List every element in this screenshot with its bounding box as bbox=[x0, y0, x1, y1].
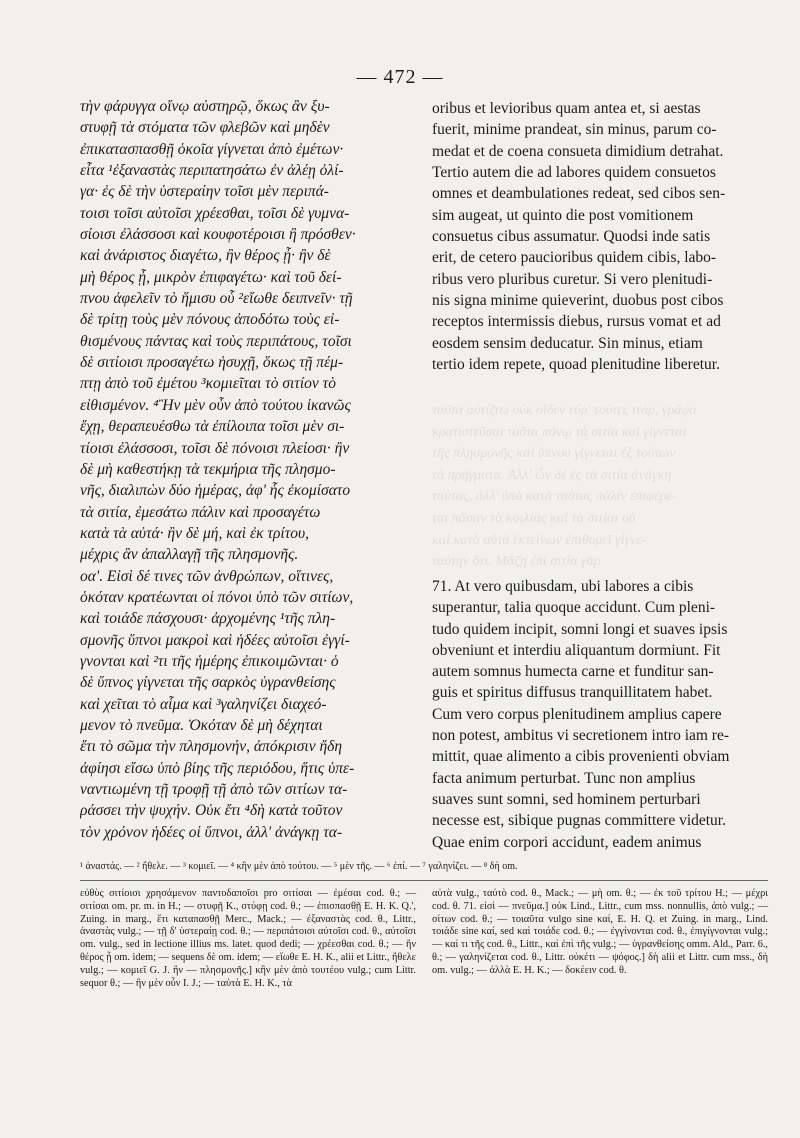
greek-text-line: δὲ σιτίοισι προσαγέτω ἡσυχῇ, ὅκως τῇ πέμ- bbox=[80, 354, 344, 372]
latin-text-line: omnes et deambulationes redeat, sed cibos sen- bbox=[432, 185, 726, 203]
footnote-markers: ¹ ἀναστάς. — ² ἤθελε. — ³ κομιεῖ. — ⁴ κἢν μὲν ἀπὸ τούτου. — ⁵ μὲν τῆς. — ⁶ ἐπί. — ⁷ γαληνίζει. — ⁸ δὴ om. bbox=[80, 861, 518, 872]
latin-text-line: tertio idem repete, quoad plenitudine liberetur. bbox=[432, 356, 720, 374]
latin-text-line: guis et spiritus diffusus tranquillitatem habet. bbox=[432, 684, 713, 702]
latin-text-line: fuerit, minime prandeat, sin minus, parum co- bbox=[432, 121, 717, 139]
greek-text-line: στυφῇ τὰ στόματα τῶν φλεβῶν καὶ μηδὲν bbox=[80, 119, 330, 137]
greek-text-line: ράσσει τὴν ψυχήν. Οὐκ ἔτι ⁴δὴ κατὰ τοῦτον bbox=[80, 802, 343, 820]
greek-text-line: πνου ἀφελεῖν τὸ ἥμισυ οὗ ²εἴωθε δειπνεῖν· τῇ bbox=[80, 290, 353, 308]
greek-text-line: δὲ μὴ καθεστήκῃ τὰ τεκμήρια τῆς πλησμο- bbox=[80, 460, 336, 478]
greek-text-line: νῆς, διαλιπὼν δύο ἡμέρας, ἀφ' ἧς ἐκομίσατο bbox=[80, 482, 351, 500]
latin-text-line: autem somnus humecta carne et funditur san- bbox=[432, 663, 714, 681]
greek-text-line: ἔχῃ, θεραπευέσθω τὰ ἐπίλοιπα τοῖσι μὲν σι- bbox=[80, 418, 345, 436]
latin-text-line: oribus et levioribus quam antea et, si aestas bbox=[432, 100, 701, 117]
latin-text-line: Cum vero corpus plenitudinem amplius capere bbox=[432, 705, 722, 723]
greek-text-line: ἀφίησι εἴσω ὑπὸ βίης τῆς περιόδου, ἥτις ὑπε- bbox=[80, 759, 355, 777]
greek-text-line: κατὰ τὰ αὐτά· ἢν δὲ μή, καὶ ἐκ τρίτου, bbox=[80, 524, 309, 542]
greek-text-line: μενον τὸ πνεῦμα. Ὁκόταν δὲ μὴ δέχηται bbox=[80, 716, 323, 734]
variant-readings-left: εὐθὺς σιτίοισι χρησάμενον παντοδαποῖσι pro σιτίσαι — ἐμέσαι cod. θ.; — σιτίσαι om. pr. m. in H.; — στυφῇ K., στύφῃ cod. θ.; — ἐπισπασθῇ E. H. K. Q.', Zuing. in marg., ἔτι καταπασθῇ Merc., Mack.; — ἐξαναστὰς cod. θ., Littr., ἀναστὰς vulg.; — τῇ δ' ὑστεραίῃ cod. θ.; — περιπάτοισι αὐτοῖσι cod. θ., αὐτοῖσι om. vulg., sed in lectione illius ms. latet. quod dedi; — χρέεσθαι cod. θ.; — ἢν θέρος ᾖ om. idem; — sequens δὲ om. idem; — εἴωθε E. H. K., alii et Littr., ἤθελε vulg.; — κομιεῖ G. J. ἢν — πλησμονῆς.] κἢν μὲν ἀπὸ τουτέου vulg.; cum Littr. sequor θ.; — ἢν μὲν οὖν I. J.; — ταὐτὰ E. H. K., τὰ bbox=[80, 888, 416, 989]
greek-text-line: καὶ ἀνάριστος διαγέτω, ἢν θέρος ᾖ· ἢν δὲ bbox=[80, 247, 331, 265]
latin-text-line: erit, de cetero paucioribus quidem cibis, labo- bbox=[432, 249, 717, 267]
greek-text-column bbox=[80, 96, 430, 843]
greek-text-line: μέχρις ἂν ἀπαλλαγῇ τῆς πλησμονῆς. bbox=[80, 546, 299, 564]
greek-text-line: τὰ σιτία, ἐμεσάτω πάλιν καὶ προσαγέτω bbox=[80, 503, 321, 521]
greek-text-line: τὸν χρόνον ἡδέες οἱ ὕπνοι, ἀλλ' ἀνάγκῃ τα- bbox=[80, 823, 343, 841]
greek-text-line: ναντιωμένη τῇ τροφῇ τῇ ἀπὸ τῶν σιτίων τα- bbox=[80, 781, 348, 798]
greek-text-line: τὴν φάρυγγα οἴνῳ αὐστηρῷ, ὅκως ἂν ξυ- bbox=[80, 98, 330, 115]
latin-text-line: non potest, ambitus vi secretionem intro iam re- bbox=[432, 727, 730, 745]
greek-text-line: σίοισι ἐλάσσοσι καὶ κουφοτέροισι ἢ πρόσθεν· bbox=[80, 226, 356, 244]
latin-text-line: ribus vero pluribus curetur. Si vero plenitudi- bbox=[432, 270, 713, 288]
page-number: — 472 — bbox=[356, 66, 444, 88]
latin-text-line: tudo quidem incipit, somni longi et suaves ipsis bbox=[432, 620, 728, 638]
latin-text-line: nis signa minime quieverint, duobus post cibos bbox=[432, 292, 724, 310]
greek-text-line: πτῃ ἀπὸ τοῦ ἐμέτου ³κομιεῖται τὸ σιτίον τὸ bbox=[80, 375, 336, 393]
latin-text-line: facta animum perturbat. Tunc non amplius bbox=[432, 769, 696, 787]
latin-text-line: consuetus cibus assumatur. Quodsi inde satis bbox=[432, 228, 711, 246]
greek-text-line: σμονῆς ὕπνοι μακροὶ καὶ ἡδέες αὐτοῖσι ἐγγί- bbox=[80, 631, 350, 649]
greek-text-line: καὶ τοιάδε πάσχουσι· ἀρχομένης ¹τῆς πλη- bbox=[80, 610, 336, 628]
latin-text-line: eosdem sensim deducatur. Sin minus, etiam bbox=[432, 334, 703, 352]
greek-text-line: θισμένους πάντας καὶ τοὺς περιπάτους, τοῖσι bbox=[80, 332, 352, 350]
greek-text-line: δὲ τρίτῃ τοὺς μὲν πόνους ἀποδότω τοὺς εἰ- bbox=[80, 311, 340, 329]
greek-text-line: εἶτα ¹ἐξαναστὰς περιπατησάτω ἐν ἀλέῃ ὀλί- bbox=[80, 162, 344, 180]
latin-text-line: sim augeat, ut quinto die post vomitionem bbox=[432, 206, 694, 224]
greek-text-line: γα· ἐς δὲ τὴν ὑστεραίην τοῖσι μὲν περιπά- bbox=[80, 183, 329, 201]
greek-text-line: γνονται καὶ ²τι τῆς ἡμέρης ἐπικοιμῶνται· ὁ bbox=[80, 652, 339, 670]
greek-text-line: εἰθισμένον. ⁴Ἢν μὲν οὖν ἀπὸ τούτου ἱκανῶς bbox=[80, 396, 351, 414]
latin-text-line: Quae enim corpori accidunt, eadem animus bbox=[432, 833, 702, 851]
latin-text-line: suaves sunt somni, sed hominem perturbari bbox=[432, 790, 701, 808]
variant-readings-right: αὐτὰ vulg., ταὐτὸ cod. θ., Mack.; — μὴ om. θ.; — ἐκ τοῦ τρίτου H.; — μέχρι cod. θ. 71. εἰσὶ — πνεῦμα.] οὐκ Lind., Littr., cum mss. nonnullis, ἀπὸ vulg.; — σίτων cod. θ.; — τοιαῦτα vulgo sine καί, E. H. Q. et Zuing. in marg., Lind. τοιάδε sine καί, sed καὶ τοιάδε cod. θ.; — ἐγγίνονται cod. θ., ἐπιγίγνονται vulg.; — καί τι τῆς cod. θ., Littr., καὶ ἐπὶ τῆς vulg.; — ὑγρανθείσης omm. Ald., Parr. 6., θ.; — γαληνίζεται cod. θ., Littr. οὐκέτι — ψόφος.] δὴ alii et Littr. cum mss., δὴ om. vulg.; — ἀλλὰ E. H. K.; — δοκέειν cod. θ. bbox=[432, 888, 768, 976]
bleed-through-shadow: ταῦτα αὐτίζτω οὐκ οἴδεν εὔρ' τούτες ιτάρ, γρᾶφα κρατιστεῦσαι ταῦτα πόνῳ τὰ σιτία καὶ γίγνεται τῆς πλησμονῆς καὶ ὕπνου γίγνεται ἐξ τούτων τὰ πρήγματα. Ἀλλ' ὧν δὲ ἐς τὰ σιτία ἀνάγκη ταύτας, ἀλλ' ὑπὸ κατὰ ταύτας πάλιν ἐπιφέρε- ται πᾶσαν τὰ κοιλίας καὶ τὰ σιτίαι οὐ καὶ κατὰ αὐτὰ ἐκτείνων ἐπιθυμεῖ γίγνε- ταύτην ὅτι. Μᾶζῃ ἐπὶ σιτία γὰρ bbox=[432, 403, 697, 570]
latin-text-line: mittit, quae alimento a cibis provenienti obviam bbox=[432, 748, 730, 766]
greek-text-line: τοισι τοῖσι αὐτοῖσι χρέεσθαι, τοῖσι δὲ γυμνα- bbox=[80, 204, 350, 222]
latin-text-line: receptos intermissis diebus, rursus vomat et ad bbox=[432, 313, 721, 331]
greek-text-line: τίοισι ἐλάσσοσι, τοῖσι δὲ πόνοισι πλείοσι· ἢν bbox=[80, 439, 350, 457]
greek-text-line: οα'. Εἰσὶ δέ τινες τῶν ἀνθρώπων, οἵτινες, bbox=[80, 567, 334, 585]
latin-text-column-bottom bbox=[432, 576, 764, 853]
greek-text-line: ὁκόταν κρατέωνται οἱ πόνοι ὑπὸ τῶν σιτίων, bbox=[80, 588, 354, 606]
greek-text-line: καὶ χεῖται τὸ αἷμα καὶ ³γαληνίζει διαχεό- bbox=[80, 695, 327, 713]
latin-text-line: Tertio autem die ad labores quidem consuetos bbox=[432, 164, 716, 182]
footnote-rule bbox=[80, 880, 768, 881]
latin-text-column-top bbox=[432, 98, 764, 375]
greek-text-line: ἐπικατασπασθῇ ὁκοῖα γίγνεται ἀπὸ ἐμέτων· bbox=[80, 140, 344, 158]
latin-text-line: obveniunt et interdiu aliquantum dormiunt. Fit bbox=[432, 641, 721, 659]
latin-text-line: 71. At vero quibusdam, ubi labores a cibis bbox=[432, 578, 694, 595]
latin-text-line: medat et de coena consueta dimidium detrahat. bbox=[432, 142, 724, 160]
greek-text-line: μὴ θέρος ᾖ, μικρὸν ἐπιφαγέτω· καὶ τοῦ δεί- bbox=[80, 268, 342, 286]
latin-text-line: superantur, talia quoque accidunt. Cum pleni- bbox=[432, 599, 716, 617]
greek-text-line: δὲ ὕπνος γίγνεται τῆς σαρκὸς ὑγρανθείσης bbox=[80, 674, 336, 692]
greek-text-line: ἔτι τὸ σῶμα τὴν πλησμονήν, ἀπόκρισιν ἤδη bbox=[80, 738, 343, 756]
latin-text-line: necesse est, sibique pugnas committere videtur. bbox=[432, 812, 726, 830]
